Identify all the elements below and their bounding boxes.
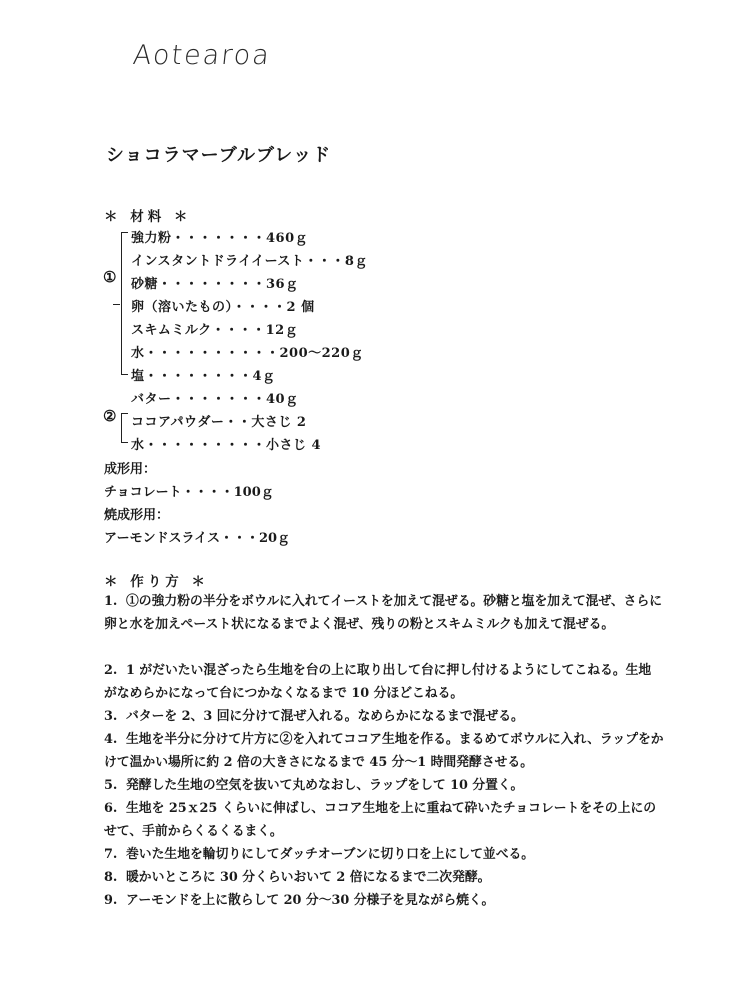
baking-label: 焼成形用： bbox=[104, 508, 170, 523]
group1-bracket-top bbox=[121, 232, 128, 233]
group2-bracket-top bbox=[121, 413, 128, 414]
baking-item: アーモンドスライス・・・20ｇ bbox=[104, 531, 291, 546]
group1-bracket-mid bbox=[113, 304, 120, 305]
step-text: ①の強力粉の半分をボウルに入れてイーストを加えて混ぜる。砂糖と塩を加えて混ぜ、さらに卵と水を加えペースト状になるまでよく混ぜ、残りの粉とスキムミルクも加えて混ぜる。 bbox=[104, 594, 663, 632]
ingredient-item: 砂糖・・・・・・・・36ｇ bbox=[131, 277, 299, 292]
group2-bracket-bottom bbox=[121, 442, 128, 443]
shaping-item: チョコレート・・・・100ｇ bbox=[104, 485, 274, 500]
ingredient-item: インスタントドライイースト・・・8ｇ bbox=[131, 254, 368, 269]
group1-bracket-bottom bbox=[121, 374, 128, 375]
method-step bbox=[104, 774, 664, 797]
step-number: 2. bbox=[104, 663, 118, 678]
step-text: アーモンドを上に散らして 20 分～30 分様子を見ながら焼く。 bbox=[126, 893, 495, 908]
method-step bbox=[104, 728, 664, 774]
ingredient-item: 塩・・・・・・・・4ｇ bbox=[131, 369, 276, 384]
handwritten-note: Aotearoa bbox=[131, 40, 273, 71]
step-number: 4. bbox=[104, 732, 118, 747]
ingredient-item: バター・・・・・・・40ｇ bbox=[131, 392, 299, 407]
step-text: 巻いた生地を輪切りにしてダッチオーブンに切り口を上にして並べる。 bbox=[126, 847, 535, 862]
step-text: 1 がだいたい混ざったら生地を台の上に取り出して台に押し付けるようにしてこねる。生地がなめらかになって台につかなくなるまで 10 分ほどこねる。 bbox=[104, 663, 652, 701]
method-heading: ＊ 作り方 ＊ bbox=[104, 574, 209, 590]
ingredient-item: 水・・・・・・・・・・200～220ｇ bbox=[131, 346, 364, 361]
group1-bracket bbox=[121, 232, 122, 375]
step-number: 6. bbox=[104, 801, 118, 816]
ingredient-item: スキムミルク・・・・12ｇ bbox=[131, 323, 299, 338]
ingredient-item: 水・・・・・・・・・小さじ 4 bbox=[131, 438, 322, 453]
shaping-label: 成形用： bbox=[104, 462, 157, 477]
step-text: 暖かいところに 30 分くらいおいて 2 倍になるまで二次発酵。 bbox=[126, 870, 491, 885]
method-step bbox=[104, 659, 664, 705]
step-number: 8. bbox=[104, 870, 118, 885]
step-text: 生地を 25ｘ25 くらいに伸ばし、ココア生地を上に重ねて砕いたチョコレートをその上にのせて、手前からくるくるまく。 bbox=[104, 801, 657, 839]
recipe-title: ショコラマーブルブレッド bbox=[106, 145, 332, 166]
ingredient-item: ココアパウダー・・大さじ 2 bbox=[131, 415, 307, 430]
method-step bbox=[104, 866, 664, 889]
method-step bbox=[104, 797, 664, 843]
ingredients-heading: ＊ 材料 ＊ bbox=[104, 209, 192, 225]
step-number: 1. bbox=[104, 594, 118, 609]
group1-marker: ① bbox=[103, 268, 117, 286]
group2-bracket bbox=[121, 413, 122, 443]
step-text: 生地を半分に分けて片方に②を入れてココア生地を作る。まるめてボウルに入れ、ラップをかけて温かい場所に約 2 倍の大きさになるまで 45 分～1 時間発酵させる。 bbox=[104, 732, 664, 770]
method-step bbox=[104, 889, 664, 912]
method-step bbox=[104, 590, 664, 636]
step-number: 7. bbox=[104, 847, 118, 862]
ingredient-item: 卵（溶いたもの）・・・・2 個 bbox=[131, 300, 315, 315]
ingredient-item: 強力粉・・・・・・・460ｇ bbox=[131, 231, 309, 246]
method-step bbox=[104, 843, 664, 866]
step-number: 9. bbox=[104, 893, 118, 908]
step-text: 発酵した生地の空気を抜いて丸めなおし、ラップをして 10 分置く。 bbox=[126, 778, 524, 793]
group2-marker: ② bbox=[103, 407, 117, 425]
method-step bbox=[104, 705, 664, 728]
step-text: バターを 2、3 回に分けて混ぜ入れる。なめらかになるまで混ぜる。 bbox=[126, 709, 524, 724]
step-number: 5. bbox=[104, 778, 118, 793]
step-number: 3. bbox=[104, 709, 118, 724]
